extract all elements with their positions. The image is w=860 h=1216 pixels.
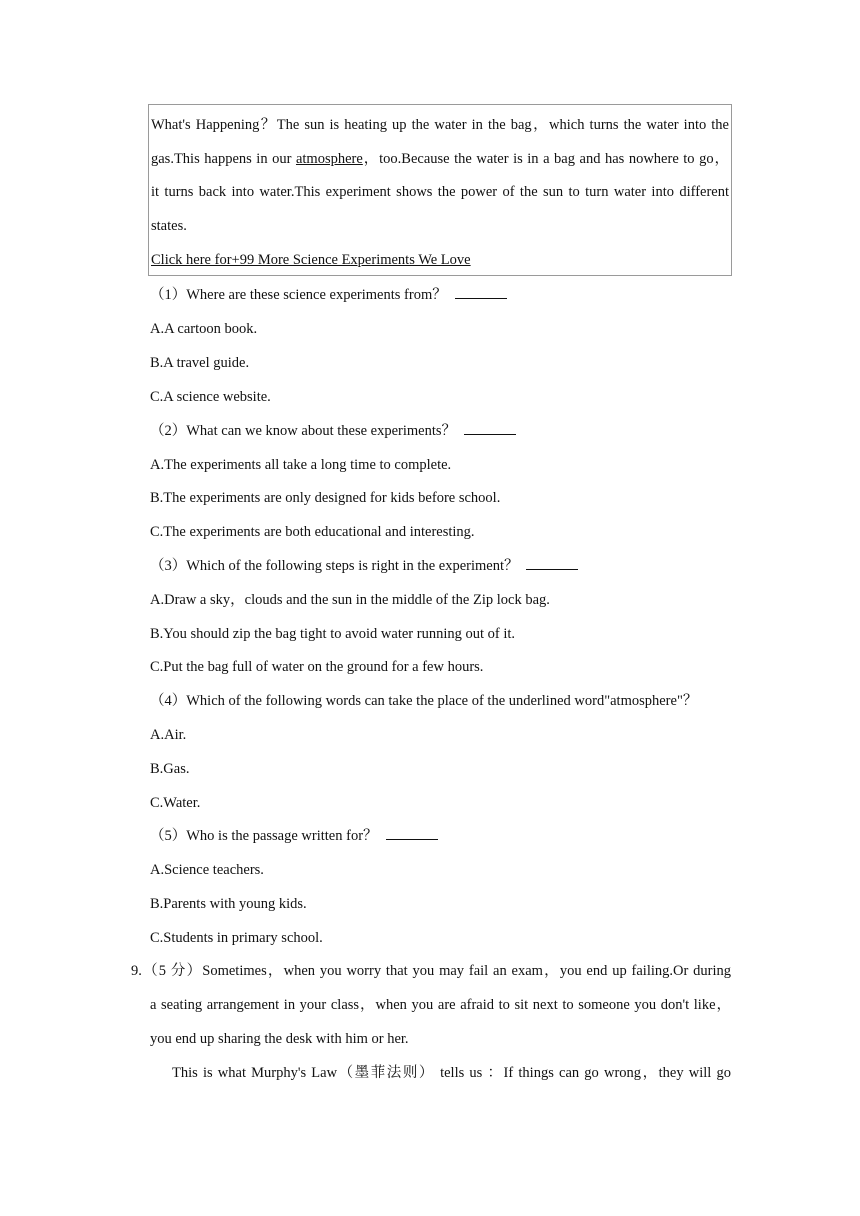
question-2-prompt: （2）What can we know about these experiments？ <box>150 423 457 439</box>
question-3 <box>150 557 578 575</box>
question-5-option-a: A.Science teachers. <box>150 862 264 878</box>
passage-line-3: it turns back into water.This experiment shows the power of the sun to turn water into different <box>151 184 729 200</box>
passage-box <box>148 104 732 276</box>
question-5-option-b: B.Parents with young kids. <box>150 896 307 912</box>
question-3-option-b: B.You should zip the bag tight to avoid water running out of it. <box>150 626 516 642</box>
question-5-option-c: C.Students in primary school. <box>150 930 323 946</box>
question-4-option-a: A.Air. <box>150 727 187 743</box>
question-2-option-a: A.The experiments all take a long time to complete. <box>150 457 452 473</box>
passage-line-4: states. <box>151 218 187 234</box>
answer-blank-2[interactable] <box>464 422 516 435</box>
section-9-line-1: 9.（5 分）Sometimes，when you worry that you may fail an exam，you end up failing.Or during <box>131 963 731 979</box>
section-9-line-3: you end up sharing the desk with him or her. <box>150 1031 409 1047</box>
passage-line-1: What's Happening？The sun is heating up the water in the bag，which turns the water into the <box>151 117 729 133</box>
question-2 <box>150 422 516 440</box>
passage-line-2 <box>151 150 729 168</box>
question-1 <box>150 286 507 304</box>
question-2-option-c: C.The experiments are both educational and interesting. <box>150 524 475 540</box>
answer-blank-5[interactable] <box>386 827 438 840</box>
question-5-prompt: （5）Who is the passage written for？ <box>150 828 378 844</box>
passage-line-2-start: gas.This happens in our <box>151 151 296 167</box>
underlined-word-atmosphere: atmosphere <box>295 151 363 167</box>
question-1-prompt: （1）Where are these science experiments from？ <box>150 287 447 303</box>
question-2-option-b: B.The experiments are only designed for kids before school. <box>150 490 501 506</box>
answer-blank-3[interactable] <box>526 557 578 570</box>
question-4-prompt: （4）Which of the following words can take the place of the underlined word"atmosphere"？ <box>150 693 698 709</box>
question-4 <box>150 692 697 710</box>
section-9-line-2: a seating arrangement in your class，when you are afraid to sit next to someone you don't like， <box>150 997 731 1013</box>
question-3-option-c: C.Put the bag full of water on the ground for a few hours. <box>150 659 484 675</box>
question-4-option-b: B.Gas. <box>150 761 190 777</box>
question-1-option-a: A.A cartoon book. <box>150 321 258 337</box>
answer-blank-1[interactable] <box>455 286 507 299</box>
question-4-option-c: C.Water. <box>150 795 201 811</box>
question-1-option-c: C.A science website. <box>150 389 271 405</box>
question-3-option-a: A.Draw a sky，clouds and the sun in the middle of the Zip lock bag. <box>150 592 550 608</box>
question-1-option-b: B.A travel guide. <box>150 355 250 371</box>
passage-line-2-end: ，too.Because the water is in a bag and has nowhere to go， <box>362 151 729 167</box>
section-9-line-4: This is what Murphy's Law（墨菲法则） tells us ：If things can go wrong，they will go <box>172 1065 731 1081</box>
question-3-prompt: （3）Which of the following steps is right in the experiment？ <box>150 558 519 574</box>
more-experiments-link[interactable]: Click here for+99 More Science Experiments We Love <box>151 252 471 268</box>
question-5 <box>150 827 438 845</box>
